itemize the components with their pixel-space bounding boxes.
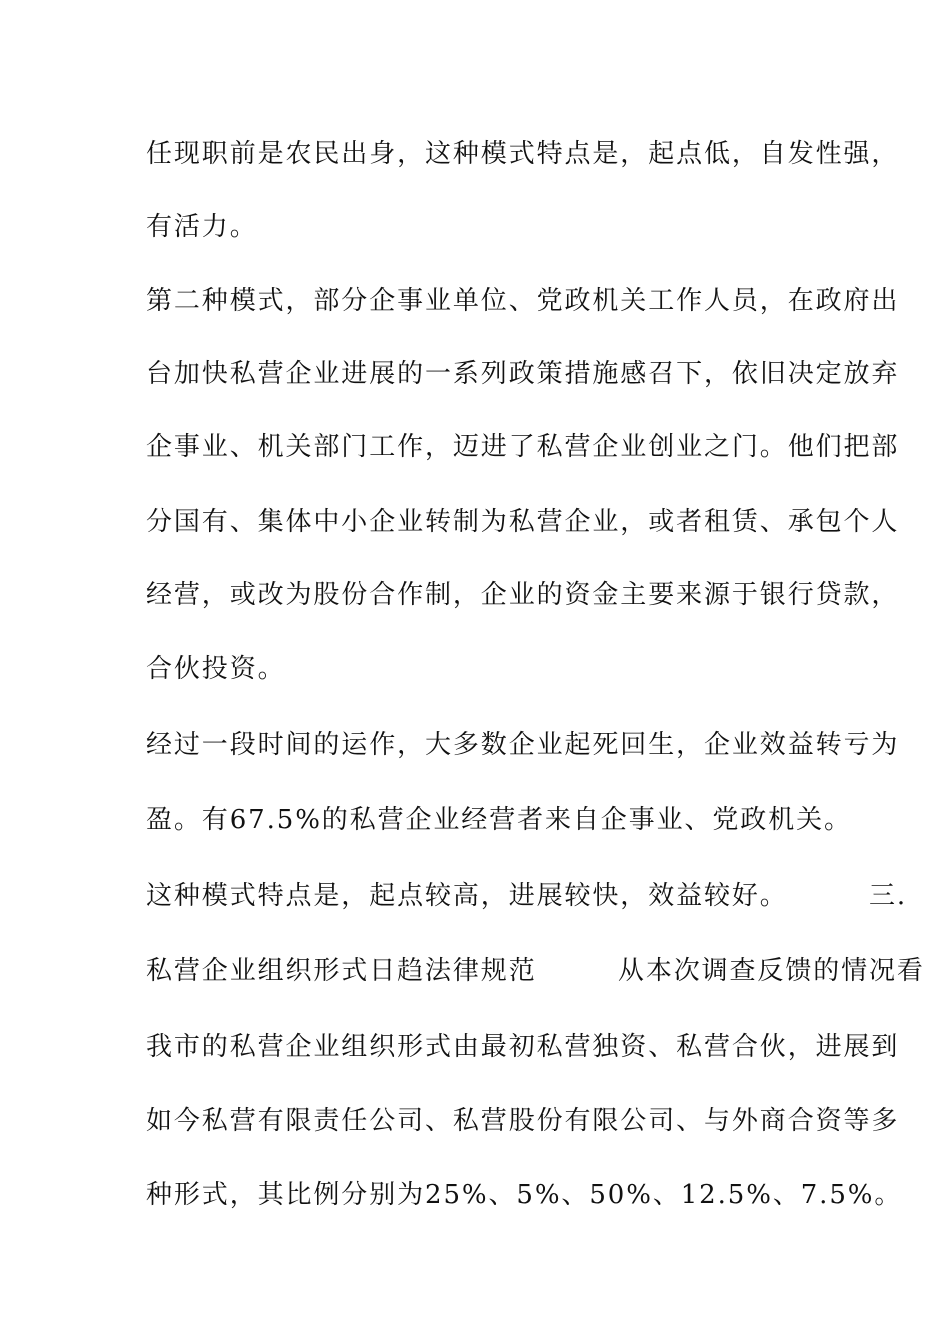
text-line: 第二种模式，部分企事业单位、党政机关工作人员，在政府出 xyxy=(146,286,900,316)
text-line: 分国有、集体中小企业转制为私营企业，或者租赁、承包个人 xyxy=(146,507,900,537)
text-line: 任现职前是农民出身，这种模式特点是，起点低，自发性强， xyxy=(146,139,900,169)
text-line: 经过一段时间的运作，大多数企业起死回生，企业效益转亏为 xyxy=(146,730,900,760)
text-line: 合伙投资。 xyxy=(146,654,286,684)
text-line: 企事业、机关部门工作，迈进了私营企业创业之门。他们把部 xyxy=(146,432,900,462)
text-line: 台加快私营企业进展的一系列政策措施感召下，依旧决定放弃 xyxy=(146,359,900,389)
text-line: 种形式，其比例分别为25%、5%、50%、12.5%、7.5%。 xyxy=(146,1180,903,1210)
text-line: 私营企业组织形式日趋法律规范 从本次调查反馈的情况看 xyxy=(146,956,925,986)
text-line: 有活力。 xyxy=(146,212,258,242)
text-line: 这种模式特点是，起点较高，进展较快，效益较好。 三. xyxy=(146,881,908,911)
text-line: 经营，或改为股份合作制，企业的资金主要来源于银行贷款， xyxy=(146,580,900,610)
text-line: 如今私营有限责任公司、私营股份有限公司、与外商合资等多 xyxy=(146,1106,900,1136)
text-line: 我市的私营企业组织形式由最初私营独资、私营合伙，进展到 xyxy=(146,1032,900,1062)
text-line: 盈。有67.5%的私营企业经营者来自企事业、党政机关。 xyxy=(146,805,852,835)
